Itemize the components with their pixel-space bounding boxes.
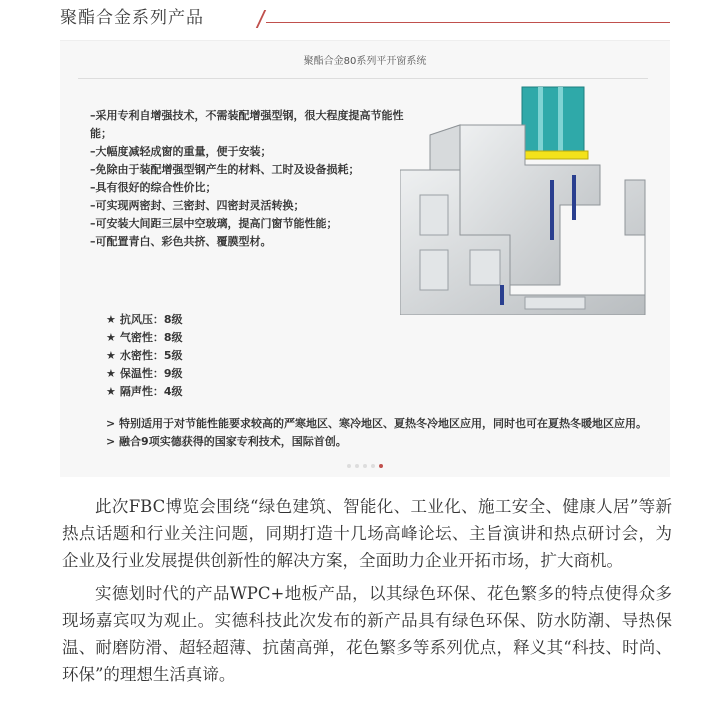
rating-row [106,311,183,329]
rating-label: 隔声性： [119,385,164,398]
performance-ratings [106,311,183,401]
carousel-dot[interactable] [371,464,375,468]
feature-item: –可实现两密封、三密封、四密封灵活转换； [90,199,305,212]
rating-value: 8级 [163,331,183,344]
window-profile-illustration [400,85,670,315]
star-icon: ★ [106,331,116,344]
feature-item: –可配置青白、彩色共挤、覆膜型材。 [90,235,272,248]
star-icon: ★ [106,385,116,398]
rating-value: 4级 [163,385,183,398]
rating-label: 保温性： [119,367,164,380]
note-item: > 特别适用于对节能性能要求较高的严寒地区、寒冷地区、夏热冬冷地区应用，同时也可在夏热冬暖地区应用。 [106,417,648,430]
carousel-indicator [60,464,670,468]
rating-row [106,347,183,365]
header-slash-decoration [256,10,266,28]
carousel-dot[interactable] [363,464,367,468]
section-header [60,6,670,32]
star-icon: ★ [106,367,116,380]
star-icon: ★ [106,313,116,326]
rating-label: 气密性： [119,331,164,344]
section-title: 聚酯合金系列产品 [60,8,204,28]
application-notes [78,415,668,451]
carousel-dot[interactable] [347,464,351,468]
rating-value: 8级 [163,313,183,326]
carousel-dot-active[interactable] [379,464,383,468]
figure-title: 聚酯合金80系列平开窗系统 [303,56,427,67]
rating-row [106,383,183,401]
rating-row [106,365,183,383]
header-rule [266,22,670,23]
feature-item: –大幅度减轻成窗的重量，便于安装； [90,145,272,158]
article-body [62,493,672,694]
carousel-dot[interactable] [355,464,359,468]
note-item: > 融合9项实德获得的国家专利技术，国际首创。 [106,435,347,448]
feature-item: –可安装大间距三层中空玻璃，提高门窗节能性能； [90,217,338,230]
rating-value: 9级 [163,367,183,380]
star-icon: ★ [106,349,116,362]
rating-label: 水密性： [119,349,164,362]
paragraph: 此次FBC博览会围绕“绿色建筑、智能化、工业化、施工安全、健康人居”等新热点话题和行业关注问题，同期打造十几场高峰论坛、主旨演讲和热点研讨会，为企业及行业发展提供创新性的解决方案，全面助力企业开拓市场，扩大商机。 [62,497,672,570]
rating-label: 抗风压： [119,313,164,326]
feature-item: –采用专利自增强技术，不需装配增强型钢，很大程度提高节能性能； [90,109,404,140]
rating-value: 5级 [163,349,183,362]
figure-divider [78,78,648,79]
paragraph: 实德划时代的产品WPC+地板产品，以其绿色环保、花色繁多的特点使得众多现场嘉宾叹为观止。实德科技此次发布的新产品具有绿色环保、防水防潮、导热保温、耐磨防滑、超轻超薄、抗菌高弹，花色繁多等系列优点，释义其“科技、时尚、环保”的理想生活真谛。 [62,584,672,684]
product-figure [60,40,670,477]
feature-item: –免除由于装配增强型钢产生的材料、工时及设备损耗； [90,163,360,176]
feature-item: –具有很好的综合性价比； [90,181,217,194]
feature-list [90,107,420,251]
rating-row [106,329,183,347]
